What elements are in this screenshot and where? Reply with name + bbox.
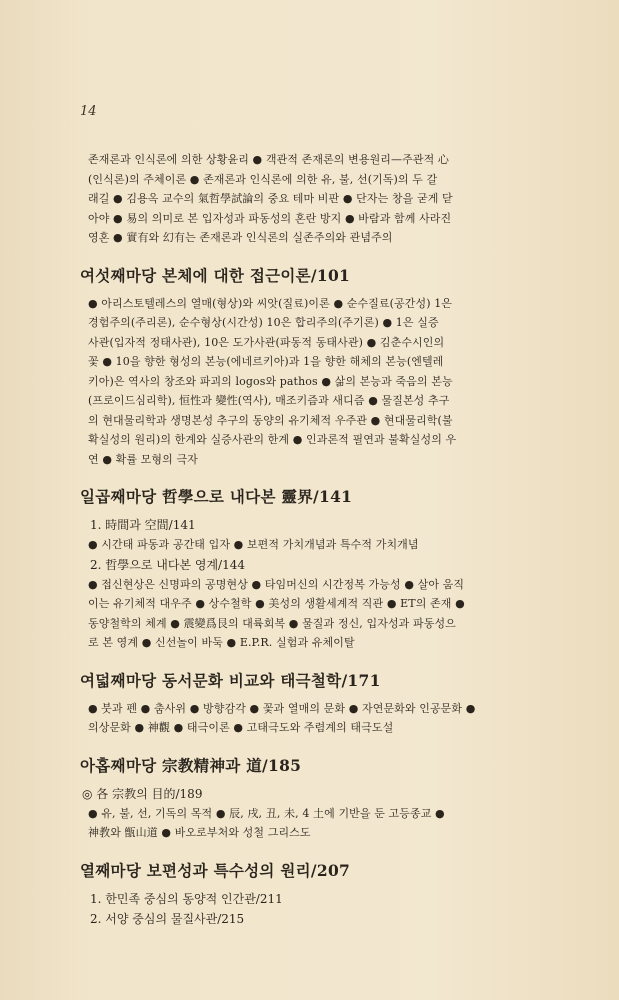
chapter-6-title: 여섯째마당 본체에 대한 접근이론/101 [80,265,351,285]
chapter-6-line-9: 연 ● 확률 모형의 극자 [88,452,198,466]
chapter-7-line-2: 이는 유기체적 대우주 ● 상수철학 ● 美성의 생활세계적 직관 ● ET의 존재 ● [88,597,465,610]
chapter-8-line-2: 의상문화 ● 神觀 ● 태극이론 ● 고태극도와 주렴계의 태극도설 [88,721,394,734]
chapter-6-line-6: (프로이드심리학), 恒性과 變性(역사), 매조키즘과 새디즘 ● 물질본성 추구 [88,394,450,407]
chapter-6-body [80,294,580,470]
intro-line-3: 래길 ● 김용옥 교수의 氣哲學試論의 중요 테마 비판 ● 단자는 창을 굳게 닫 [88,192,453,205]
chapter-8-title: 여덟째마당 동서문화 비교와 태극철학/171 [80,670,381,690]
chapter-6-line-2: 경험주의(주리론), 순수형상(시간성) 10은 합리주의(주기론) ● 1은 실증 [88,316,439,329]
chapter-6-line-7: 의 현대물리학과 생명본성 추구의 동양의 유기체적 우주관 ● 현대물리학(불 [88,413,453,427]
intro-line-4: 아야 ● 易의 의미로 본 입자성과 파동성의 혼란 방지 ● 바람과 함께 사라진 [88,211,452,225]
intro-line-5: 영혼 ● 實有와 幻有는 존재론과 인식론의 실존주의와 관념주의 [88,231,393,244]
chapter-7-section-1: 1. 時間과 空間/141 [90,518,196,532]
chapter-9-title: 아홉째마당 宗教精神과 道/185 [80,755,302,775]
chapter-7-title: 일곱째마당 哲學으로 내다본 靈界/141 [80,487,353,506]
chapter-7-section-1-line: ● 시간태 파동과 공간태 입자 ● 보편적 가치개념과 특수적 가치개념 [88,538,419,551]
intro-line-1: 존재론과 인식론에 의한 상황윤리 ● 객관적 존재론의 변용원리—주관적 心 [88,153,449,166]
chapter-7-line-4: 로 본 영계 ● 신선놀이 바둑 ● E.P.R. 실험과 유체이탈 [88,636,355,649]
chapter-6-line-3: 사관(입자적 정태사관), 10은 도가사관(파동적 동태사관) ● 김춘수시인의 [88,335,445,349]
chapter-10-section-2: 2. 서양 중심의 물질사관/215 [90,911,245,926]
chapter-9-body [80,784,580,843]
chapter-7-body [80,515,580,653]
chapter-9-line-1: ● 유, 불, 선, 기독의 목적 ● 辰, 戌, 丑, 未, 4 土에 기반을 둔 고등종교 ● [88,806,445,820]
table-of-contents [80,150,580,929]
chapter-7-line-3: 동양철학의 체계 ● 震變爲艮의 대륙회복 ● 물질과 정신, 입자성과 파동성으 [88,616,456,630]
chapter-6-line-8: 확실성의 원리)의 한계와 실증사관의 한계 ● 인과론적 필연과 불확실성의 우 [88,433,457,446]
chapter-7-section-2: 2. 哲學으로 내다본 영계/144 [90,557,245,572]
chapter-10-body [80,889,580,929]
chapter-8-line-1: ● 붓과 펜 ● 춤사위 ● 방향감각 ● 꽃과 열매의 문화 ● 자연문화와 인공문화 ● [88,701,476,715]
intro-block [80,150,580,248]
chapter-6-line-5: 키아)은 역사의 창조와 파괴의 logos와 pathos ● 삶의 본능과 죽음의 본능 [88,374,453,388]
chapter-7-line-1: ● 접신현상은 신명파의 공명현상 ● 타임머신의 시간정복 가능성 ● 살아 움직 [88,577,465,591]
chapter-6-line-4: 꽃 ● 10을 향한 형성의 본능(에네르키아)과 1을 향한 해체의 본능(엔텔레 [88,355,444,368]
chapter-8-body [80,699,580,738]
page-number: 14 [80,104,97,119]
chapter-6-line-1: ● 아리스토텔레스의 열매(형상)와 씨앗(질료)이론 ● 순수질료(공간성) 1은 [88,296,453,310]
intro-line-2: (인식론)의 주체이론 ● 존재론과 인식론에 의한 유, 불, 선(기독)의 두 갈 [88,172,438,186]
chapter-9-section-1: ◎ 各 宗教의 目的/189 [82,786,203,801]
chapter-9-line-2: 神教와 甑山道 ● 바오로부처와 성철 그리스도 [88,826,311,839]
chapter-10-section-1: 1. 한민족 중심의 동양적 인간관/211 [90,891,283,906]
chapter-10-title: 열째마당 보편성과 특수성의 원리/207 [80,860,351,880]
